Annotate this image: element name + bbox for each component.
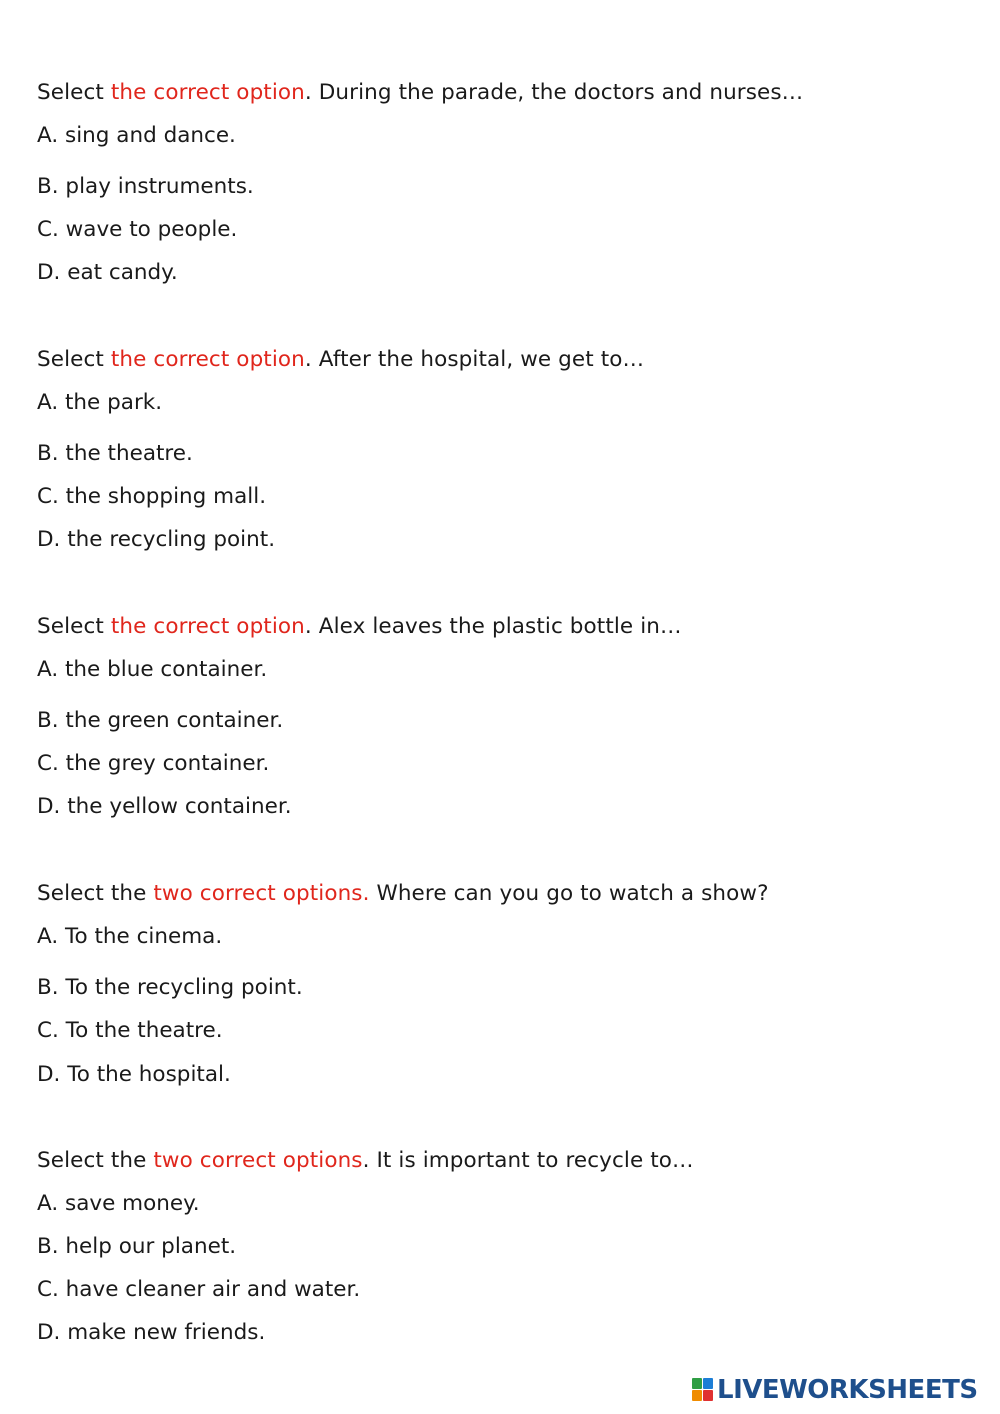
question-3-prompt [37,613,682,641]
question-3-option-a[interactable]: A. the blue container. [37,657,268,682]
question-2-prompt [37,346,644,374]
question-4-option-d[interactable]: D. To the hospital. [37,1062,231,1087]
question-4-option-b[interactable]: B. To the recycling point. [37,975,303,1000]
question-5-prefix: Select the [37,1148,154,1173]
question-3-prefix: Select [37,614,111,639]
question-5-option-d[interactable]: D. make new friends. [37,1320,266,1345]
question-3-suffix: . Alex leaves the plastic bottle in… [304,614,682,639]
question-1-option-d[interactable]: D. eat candy. [37,260,178,285]
question-4-option-c[interactable]: C. To the theatre. [37,1018,223,1043]
question-2-option-b[interactable]: B. the theatre. [37,441,193,466]
question-4-highlight: two correct options. [153,881,370,906]
question-5-highlight: two correct options [153,1148,363,1173]
question-1-suffix: . During the parade, the doctors and nurses… [304,80,804,105]
question-3-option-b[interactable]: B. the green container. [37,708,284,733]
question-5-option-b[interactable]: B. help our planet. [37,1234,237,1259]
logo-square-4 [703,1390,713,1401]
logo-square-3 [692,1390,702,1401]
question-5-suffix: . It is important to recycle to… [362,1148,694,1173]
question-2-suffix: . After the hospital, we get to… [304,347,645,372]
question-1-highlight: the correct option [110,80,305,105]
liveworksheets-logo [692,1373,978,1407]
logo-square-1 [692,1378,702,1389]
question-1-prompt [37,79,803,107]
question-4-option-a[interactable]: A. To the cinema. [37,924,223,949]
question-3-option-d[interactable]: D. the yellow container. [37,794,292,819]
logo-icon [692,1378,714,1402]
question-1-option-c[interactable]: C. wave to people. [37,217,238,242]
question-4-prompt [37,880,769,908]
question-1-prefix: Select [37,80,111,105]
question-5-option-a[interactable]: A. save money. [37,1191,200,1216]
logo-square-2 [703,1378,713,1389]
question-1-option-b[interactable]: B. play instruments. [37,174,254,199]
question-3-option-c[interactable]: C. the grey container. [37,751,270,776]
question-4-suffix: Where can you go to watch a show? [369,881,769,906]
question-2-option-a[interactable]: A. the park. [37,390,163,415]
logo-text: LIVEWORKSHEETS [717,1375,978,1405]
question-3-highlight: the correct option [110,614,305,639]
question-5-prompt [37,1147,694,1175]
question-2-prefix: Select [37,347,111,372]
question-1-option-a[interactable]: A. sing and dance. [37,123,236,148]
question-4-prefix: Select the [37,881,154,906]
question-5-option-c[interactable]: C. have cleaner air and water. [37,1277,361,1302]
question-2-option-d[interactable]: D. the recycling point. [37,527,276,552]
question-2-option-c[interactable]: C. the shopping mall. [37,484,267,509]
question-2-highlight: the correct option [110,347,305,372]
